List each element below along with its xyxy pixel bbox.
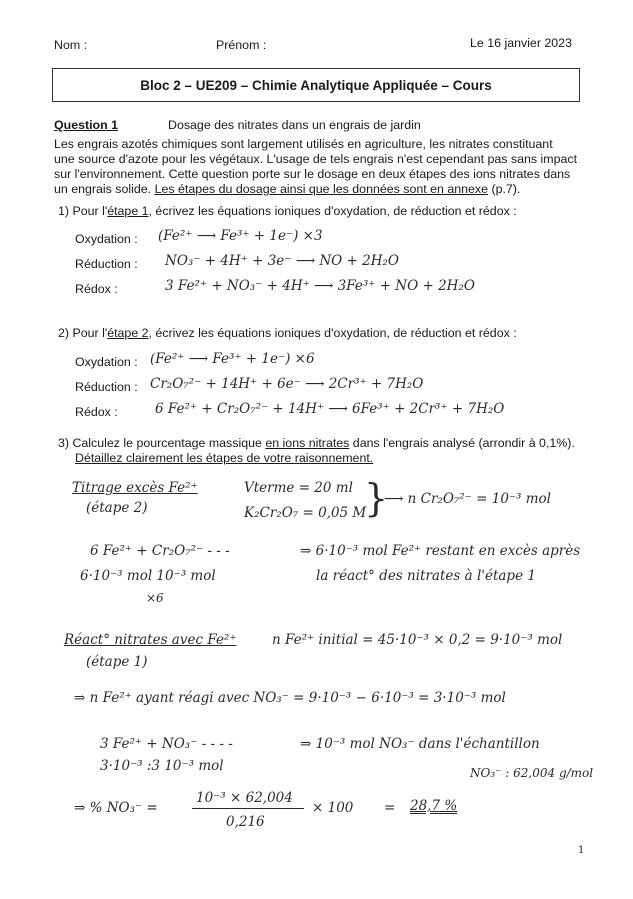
work-heading-nitrates-step: (étape 1) (86, 654, 148, 670)
part2-oxydation-label: Oxydation : (75, 355, 138, 369)
work-k2cr2o7: K₂Cr₂O₇ = 0,05 M (244, 505, 367, 521)
part3-emphasis: en ions nitrates (265, 436, 350, 450)
prenom-label: Prénom : (216, 38, 267, 52)
part2-oxydation-answer: (Fe²⁺ ⟶ Fe³⁺ + 1e⁻) ×6 (150, 351, 315, 367)
part1-reduction-label: Réduction : (75, 257, 138, 271)
part2-redox-label: Rédox : (75, 405, 118, 419)
question-label: Question 1 (54, 118, 119, 132)
intro-line-1: Les engrais azotés chimiques sont largement utilisés en agriculture, les nitrates constituant (54, 137, 553, 151)
part3-instruction (58, 436, 575, 451)
work-percent-label: ⇒ % NO₃⁻ = (74, 800, 158, 816)
work-fraction-bar (192, 808, 304, 809)
part1-prefix: 1) Pour l' (58, 204, 108, 218)
part1-redox-label: Rédox : (75, 282, 118, 296)
work-heading-nitrates: Réact° nitrates avec Fe²⁺ (64, 632, 237, 648)
part1-redox-answer: 3 Fe²⁺ + NO₃⁻ + 4H⁺ ⟶ 3Fe³⁺ + NO + 2H₂O (165, 278, 475, 294)
work-percent-denominator: 0,216 (226, 814, 265, 830)
intro-line-2: une source d'azote pour les végétaux. L'usage de tels engrais n'est cependant pas sans impact (54, 152, 578, 166)
work-percent-numerator: 10⁻³ × 62,004 (196, 790, 293, 806)
part1-instruction (58, 204, 517, 219)
work-percent-result: 28,7 % (410, 798, 458, 814)
part2-reduction-answer: Cr₂O₇²⁻ + 14H⁺ + 6e⁻ ⟶ 2Cr³⁺ + 7H₂O (150, 376, 424, 392)
nom-label: Nom : (54, 38, 88, 52)
work-eq1: 6 Fe²⁺ + Cr₂O₇²⁻ - - - (90, 543, 230, 559)
part3-prefix: 3) Calculez le pourcentage massique (58, 436, 266, 450)
intro-line-4-text: un engrais solide. (54, 182, 152, 196)
intro-line-4 (54, 182, 520, 197)
work-n-reacted: ⇒ n Fe²⁺ ayant réagi avec NO₃⁻ = 9·10⁻³ − 6·10⁻³ = 3·10⁻³ mol (74, 690, 506, 706)
work-result1-line1: ⇒ 6·10⁻³ mol Fe²⁺ restant en excès après (300, 543, 581, 559)
work-percent-multiplier: × 100 (312, 800, 354, 816)
part1-oxydation-answer: (Fe²⁺ ⟶ Fe³⁺ + 1e⁻) ×3 (158, 228, 323, 244)
work-heading-titrage-step: (étape 2) (86, 500, 148, 516)
work-brace: } (364, 476, 389, 520)
work-v-terme: Vterme = 20 ml (244, 480, 353, 496)
question-subject: Dosage des nitrates dans un engrais de jardin (168, 118, 421, 132)
part1-step: étape 1 (107, 204, 149, 218)
work-eq2-quantities: 3·10⁻³ :3 10⁻³ mol (100, 758, 224, 774)
page-title: Bloc 2 – UE209 – Chimie Analytique Appliquée – Cours (52, 68, 580, 102)
part2-suffix: , écrivez les équations ioniques d'oxydation, de réduction et rédox : (148, 326, 517, 340)
part2-instruction (58, 326, 517, 341)
part2-reduction-label: Réduction : (75, 380, 138, 394)
work-eq1-factor: ×6 (146, 591, 164, 605)
page-number: 1 (578, 845, 585, 856)
annex-link[interactable]: Les étapes du dosage ainsi que les données sont en annexe (154, 182, 489, 196)
part3-suffix: dans l'engrais analysé (arrondir à 0,1%). (349, 436, 575, 450)
work-result1-line2: la réact° des nitrates à l'étape 1 (316, 568, 536, 584)
intro-line-3: sur l'environnement. Cette question porte sur le dosage en deux étapes des ions nitrates dans (54, 167, 571, 181)
part1-reduction-answer: NO₃⁻ + 4H⁺ + 3e⁻ ⟶ NO + 2H₂O (165, 253, 399, 269)
part3-detail: Détaillez clairement les étapes de votre raisonnement. (75, 451, 374, 465)
work-result2: ⇒ 10⁻³ mol NO₃⁻ dans l'échantillon (300, 736, 540, 752)
part2-step: étape 2 (107, 326, 149, 340)
date-label: Le 16 janvier 2023 (470, 36, 572, 50)
work-n-cr2o7: ⟶ n Cr₂O₇²⁻ = 10⁻³ mol (384, 491, 551, 507)
work-molar-mass: NO₃⁻ : 62,004 g/mol (470, 766, 594, 780)
work-eq2: 3 Fe²⁺ + NO₃⁻ - - - - (100, 736, 233, 752)
part2-prefix: 2) Pour l' (58, 326, 108, 340)
part1-oxydation-label: Oxydation : (75, 232, 138, 246)
part1-suffix: , écrivez les équations ioniques d'oxydation, de réduction et rédox : (148, 204, 517, 218)
intro-tail: (p.7). (488, 182, 521, 196)
work-eq1-quantities: 6·10⁻³ mol 10⁻³ mol (80, 568, 216, 584)
part2-redox-answer: 6 Fe²⁺ + Cr₂O₇²⁻ + 14H⁺ ⟶ 6Fe³⁺ + 2Cr³⁺ + 7H₂O (155, 401, 505, 417)
work-n-initial: n Fe²⁺ initial = 45·10⁻³ × 0,2 = 9·10⁻³ mol (272, 632, 563, 648)
work-percent-equals: = (384, 800, 396, 816)
work-heading-titrage: Titrage excès Fe²⁺ (72, 480, 198, 496)
